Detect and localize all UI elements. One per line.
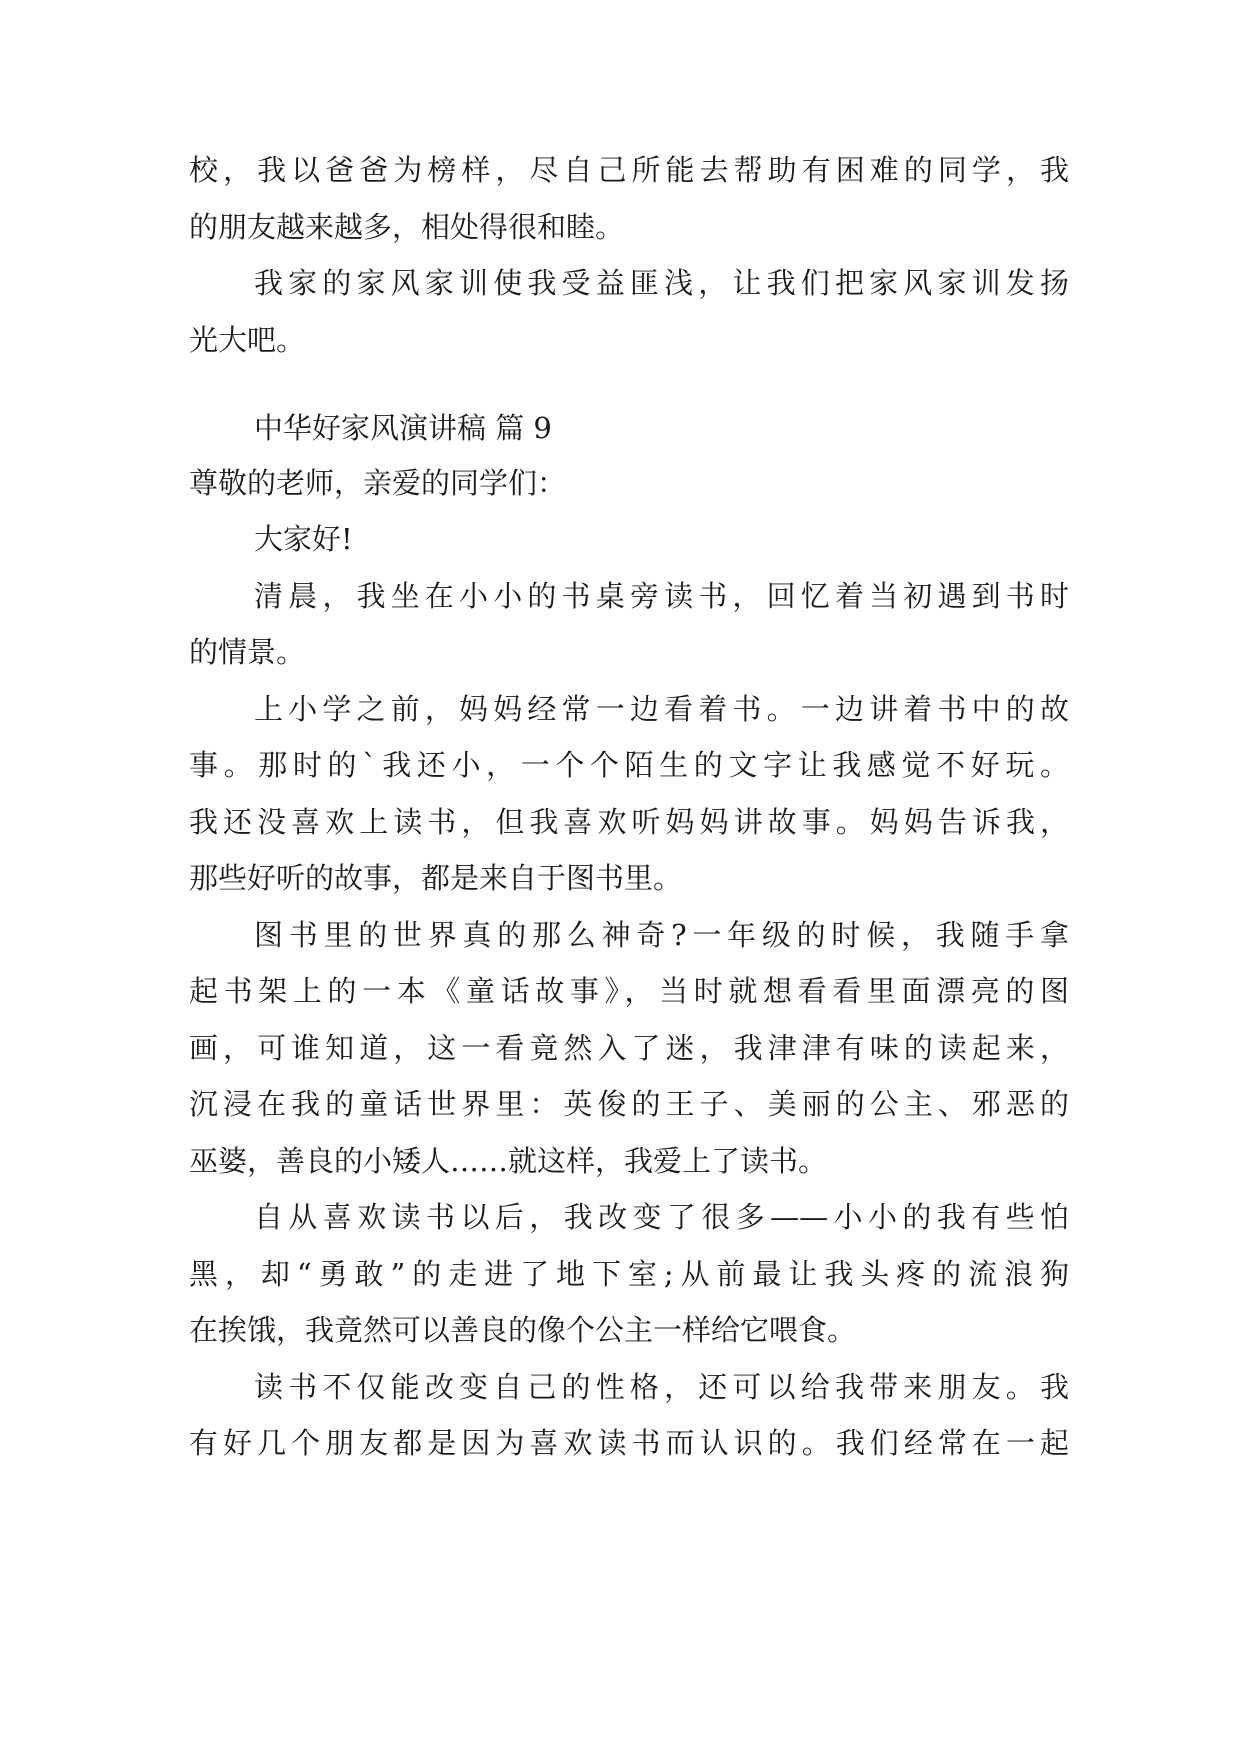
salutation: 尊敬的老师，亲爱的同学们： — [189, 466, 567, 500]
text-line: 起书架上的一本《童话故事》，当时就想看看里面漂亮的图 — [189, 974, 1069, 1008]
text-line: 黑，却“勇敢”的走进了地下室;从前最让我头疼的流浪狗 — [189, 1257, 1069, 1291]
text-line: 在挨饿，我竟然可以善良的像个公主一样给它喂食。 — [189, 1313, 857, 1347]
text-line: 画，可谁知道，这一看竟然入了迷，我津津有味的读起来， — [189, 1031, 1069, 1065]
text-line: 我还没喜欢上读书，但我喜欢听妈妈讲故事。妈妈告诉我， — [189, 805, 1069, 839]
greeting: 大家好! — [254, 522, 353, 556]
text-line: 图书里的世界真的那么神奇?一年级的时候，我随手拿 — [254, 918, 1069, 952]
text-line: 有好几个朋友都是因为喜欢读书而认识的。我们经常在一起 — [189, 1426, 1069, 1460]
text-line: 自从喜欢读书以后，我改变了很多——小小的我有些怕 — [254, 1200, 1069, 1234]
text-line: 的情景。 — [189, 635, 306, 669]
text-line: 事。那时的`我还小，一个个陌生的文字让我感觉不好玩。 — [189, 748, 1069, 782]
text-line: 校，我以爸爸为榜样，尽自己所能去帮助有困难的同学，我 — [189, 153, 1069, 187]
section-heading: 中华好家风演讲稿 篇 9 — [254, 411, 552, 445]
text-line: 巫婆，善良的小矮人……就这样，我爱上了读书。 — [189, 1144, 828, 1178]
text-line: 上小学之前，妈妈经常一边看着书。一边讲着书中的故 — [254, 692, 1069, 726]
text-line: 光大吧。 — [189, 323, 306, 357]
text-line: 那些好听的故事，都是来自于图书里。 — [189, 861, 683, 895]
text-line: 的朋友越来越多，相处得很和睦。 — [189, 210, 625, 244]
text-line: 清晨，我坐在小小的书桌旁读书，回忆着当初遇到书时 — [254, 579, 1069, 613]
text-line: 读书不仅能改变自己的性格，还可以给我带来朋友。我 — [254, 1370, 1069, 1404]
text-line: 沉浸在我的童话世界里：英俊的王子、美丽的公主、邪恶的 — [189, 1087, 1069, 1121]
text-line: 我家的家风家训使我受益匪浅，让我们把家风家训发扬 — [254, 266, 1069, 300]
